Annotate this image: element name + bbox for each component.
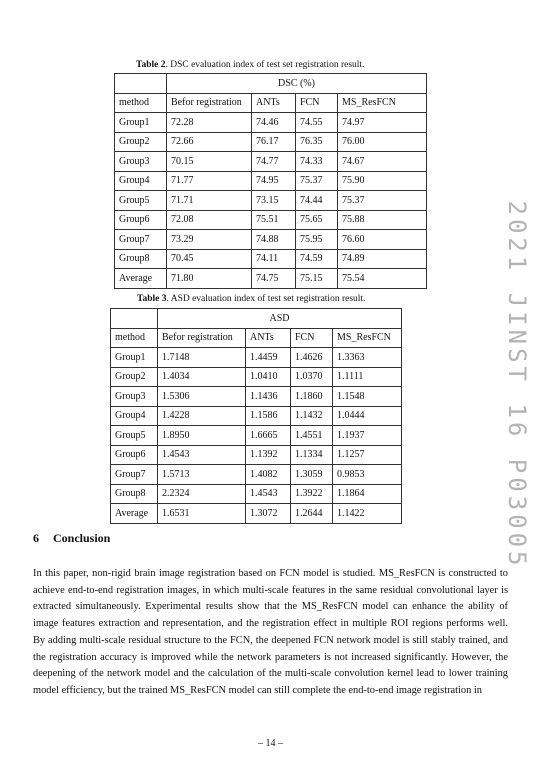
table3-cell: 1.0410 xyxy=(246,367,291,387)
table3-table-row xyxy=(111,426,402,446)
table3-group-header-row xyxy=(111,309,402,329)
table3-table-row xyxy=(111,484,402,504)
table2-cell: 75.15 xyxy=(296,269,338,289)
table2-cell: 72.66 xyxy=(167,132,252,152)
table2-column-header: Befor registration xyxy=(167,93,252,113)
table3-cell: 1.2644 xyxy=(291,504,333,524)
table2-cell: 74.55 xyxy=(296,113,338,133)
table3-table-row xyxy=(111,348,402,368)
table2-cell: 74.44 xyxy=(296,191,338,211)
table2-cell: 76.35 xyxy=(296,132,338,152)
table3-cell: 1.6531 xyxy=(158,504,246,524)
table2-cell: 74.95 xyxy=(252,171,296,191)
table2-cell: 73.29 xyxy=(167,230,252,250)
table2-table-row xyxy=(115,171,427,191)
table2-column-header: method xyxy=(115,93,167,113)
table3-cell: Group3 xyxy=(111,387,158,407)
table3-cell: 1.4459 xyxy=(246,348,291,368)
table2-cell: 74.88 xyxy=(252,230,296,250)
table2-cell: 74.67 xyxy=(338,152,427,172)
table2-cell: 71.71 xyxy=(167,191,252,211)
table3-column-header: method xyxy=(111,328,158,348)
table3-cell: 1.4543 xyxy=(246,484,291,504)
table2-cell: 75.51 xyxy=(252,210,296,230)
table2-cell: 71.77 xyxy=(167,171,252,191)
table2-caption-text: . DSC evaluation index of test set registration result. xyxy=(165,60,365,70)
table3-cell: 1.1111 xyxy=(333,367,402,387)
table3-cell: Average xyxy=(111,504,158,524)
table3-table-row xyxy=(111,465,402,485)
table3-cell: 1.1586 xyxy=(246,406,291,426)
table3-cell: 1.6665 xyxy=(246,426,291,446)
table2-cell: Group8 xyxy=(115,249,167,269)
table2-cell: 75.90 xyxy=(338,171,427,191)
table2-cell: Group6 xyxy=(115,210,167,230)
table2-table-row xyxy=(115,269,427,289)
table3-cell: Group4 xyxy=(111,406,158,426)
table3-body xyxy=(111,309,402,524)
table2-group-header: DSC (%) xyxy=(167,74,427,94)
table3-cell: Group2 xyxy=(111,367,158,387)
table2-table-row xyxy=(115,210,427,230)
table2-caption xyxy=(136,60,364,70)
table3-cell: Group8 xyxy=(111,484,158,504)
table2-cell: Group3 xyxy=(115,152,167,172)
table2-corner-cell xyxy=(115,74,167,94)
table3-cell: 1.1432 xyxy=(291,406,333,426)
table2-cell: Group5 xyxy=(115,191,167,211)
table3-column-header: ANTs xyxy=(246,328,291,348)
table2-cell: 74.77 xyxy=(252,152,296,172)
table2-column-header: ANTs xyxy=(252,93,296,113)
table3-label: Table 3 xyxy=(137,294,167,304)
table3-cell: Group5 xyxy=(111,426,158,446)
table3-caption-text: . ASD evaluation index of test set registration result. xyxy=(166,294,366,304)
section-heading xyxy=(33,531,110,546)
table3-column-header: MS_ResFCN xyxy=(333,328,402,348)
table2-cell: Group2 xyxy=(115,132,167,152)
table2-cell: 74.33 xyxy=(296,152,338,172)
table2-cell: Average xyxy=(115,269,167,289)
table3-cell: 1.4626 xyxy=(291,348,333,368)
table3-cell: 1.3072 xyxy=(246,504,291,524)
page-number: – 14 – xyxy=(258,738,283,749)
table3-column-header-row xyxy=(111,328,402,348)
table3-group-header: ASD xyxy=(158,309,402,329)
table2-cell: Group1 xyxy=(115,113,167,133)
table2-column-header: FCN xyxy=(296,93,338,113)
table2-cell: 76.17 xyxy=(252,132,296,152)
table3-cell: 1.4034 xyxy=(158,367,246,387)
table2-table-row xyxy=(115,249,427,269)
table2-cell: 74.97 xyxy=(338,113,427,133)
table2-column-header: MS_ResFCN xyxy=(338,93,427,113)
table2-cell: 71.80 xyxy=(167,269,252,289)
table2-label: Table 2 xyxy=(136,60,166,70)
table3-cell: 1.0444 xyxy=(333,406,402,426)
table3-cell: 1.1422 xyxy=(333,504,402,524)
table2-cell: 76.60 xyxy=(338,230,427,250)
table3-caption xyxy=(137,294,365,304)
table3-cell: 1.3922 xyxy=(291,484,333,504)
table3-corner-cell xyxy=(111,309,158,329)
table2-cell: Group7 xyxy=(115,230,167,250)
table2-cell: 75.65 xyxy=(296,210,338,230)
table3 xyxy=(110,308,402,524)
table3-cell: 1.8950 xyxy=(158,426,246,446)
table2-cell: 72.08 xyxy=(167,210,252,230)
table2-table-row xyxy=(115,191,427,211)
table2-cell: 74.46 xyxy=(252,113,296,133)
table3-cell: 1.1392 xyxy=(246,445,291,465)
table2-cell: 76.00 xyxy=(338,132,427,152)
table3-column-header: FCN xyxy=(291,328,333,348)
table2-cell: 70.15 xyxy=(167,152,252,172)
table3-cell: 1.7148 xyxy=(158,348,246,368)
conclusion-paragraph: In this paper, non-rigid brain image registration based on FCN model is studied. MS_ResFCN is constructed to achieve end-to-end registration images, in which multi-scale features in the same residual convolutional layer is extracted simultaneously. Experimental results show that the MS_ResFCN model can enhance the ability of image features extraction and representation, and the registration effect in multiple ROI regions performs well. By adding multi-scale residual structure to the FCN, the deepened FCN network model is still stably trained, and the registration accuracy is improved while the network parameters is not increased significantly. However, the deepening of the network model and the calculation of the multi-scale convolution kernel lead to lower training model efficiency, but the trained MS_ResFCN model can still complete the end-to-end image registration in xyxy=(33,568,508,696)
table3-cell: 1.1860 xyxy=(291,387,333,407)
table2-table-row xyxy=(115,152,427,172)
table3-cell: 1.4551 xyxy=(291,426,333,446)
table3-cell: 2.2324 xyxy=(158,484,246,504)
table2-cell: 75.37 xyxy=(296,171,338,191)
section-title: Conclusion xyxy=(53,531,111,545)
table3-cell: 1.0370 xyxy=(291,367,333,387)
table3-cell: 1.4543 xyxy=(158,445,246,465)
side-identifier xyxy=(497,200,537,570)
table2-cell: 74.59 xyxy=(296,249,338,269)
table3-cell: 1.1548 xyxy=(333,387,402,407)
table3-table-row xyxy=(111,445,402,465)
table3-cell: Group7 xyxy=(111,465,158,485)
table3-table-row xyxy=(111,504,402,524)
table3-cell: 1.1436 xyxy=(246,387,291,407)
table3-cell: 1.1937 xyxy=(333,426,402,446)
table3-cell: 1.3059 xyxy=(291,465,333,485)
table3-cell: 1.3363 xyxy=(333,348,402,368)
table2-cell: 75.95 xyxy=(296,230,338,250)
table3-table-row xyxy=(111,406,402,426)
table2-table-row xyxy=(115,132,427,152)
table2-table-row xyxy=(115,230,427,250)
table3-cell: 1.1334 xyxy=(291,445,333,465)
table2-cell: 74.89 xyxy=(338,249,427,269)
table2-cell: 75.54 xyxy=(338,269,427,289)
table3-table-row xyxy=(111,387,402,407)
side-identifier-text: 2021 JINST 16 P03005 xyxy=(503,200,531,570)
table2-cell: 72.28 xyxy=(167,113,252,133)
table3-column-header: Befor registration xyxy=(158,328,246,348)
table2-cell: 75.88 xyxy=(338,210,427,230)
table2-group-header-row xyxy=(115,74,427,94)
table3-cell: 1.5306 xyxy=(158,387,246,407)
table3-cell: 1.1864 xyxy=(333,484,402,504)
table3-cell: 1.1257 xyxy=(333,445,402,465)
table2-cell: 74.75 xyxy=(252,269,296,289)
table2-table-row xyxy=(115,113,427,133)
table2-cell: 74.11 xyxy=(252,249,296,269)
table3-cell: 1.4228 xyxy=(158,406,246,426)
table3-cell: 1.5713 xyxy=(158,465,246,485)
table2-cell: 70.45 xyxy=(167,249,252,269)
table2-cell: 73.15 xyxy=(252,191,296,211)
table3-table-row xyxy=(111,367,402,387)
table2-cell: Group4 xyxy=(115,171,167,191)
table3-cell: 1.4082 xyxy=(246,465,291,485)
table2-cell: 75.37 xyxy=(338,191,427,211)
table3-cell: Group1 xyxy=(111,348,158,368)
table3-cell: Group6 xyxy=(111,445,158,465)
table2-body xyxy=(115,74,427,289)
table3-cell: 0.9853 xyxy=(333,465,402,485)
section-number: 6 xyxy=(33,531,39,545)
table2-column-header-row xyxy=(115,93,427,113)
table2 xyxy=(114,73,427,289)
